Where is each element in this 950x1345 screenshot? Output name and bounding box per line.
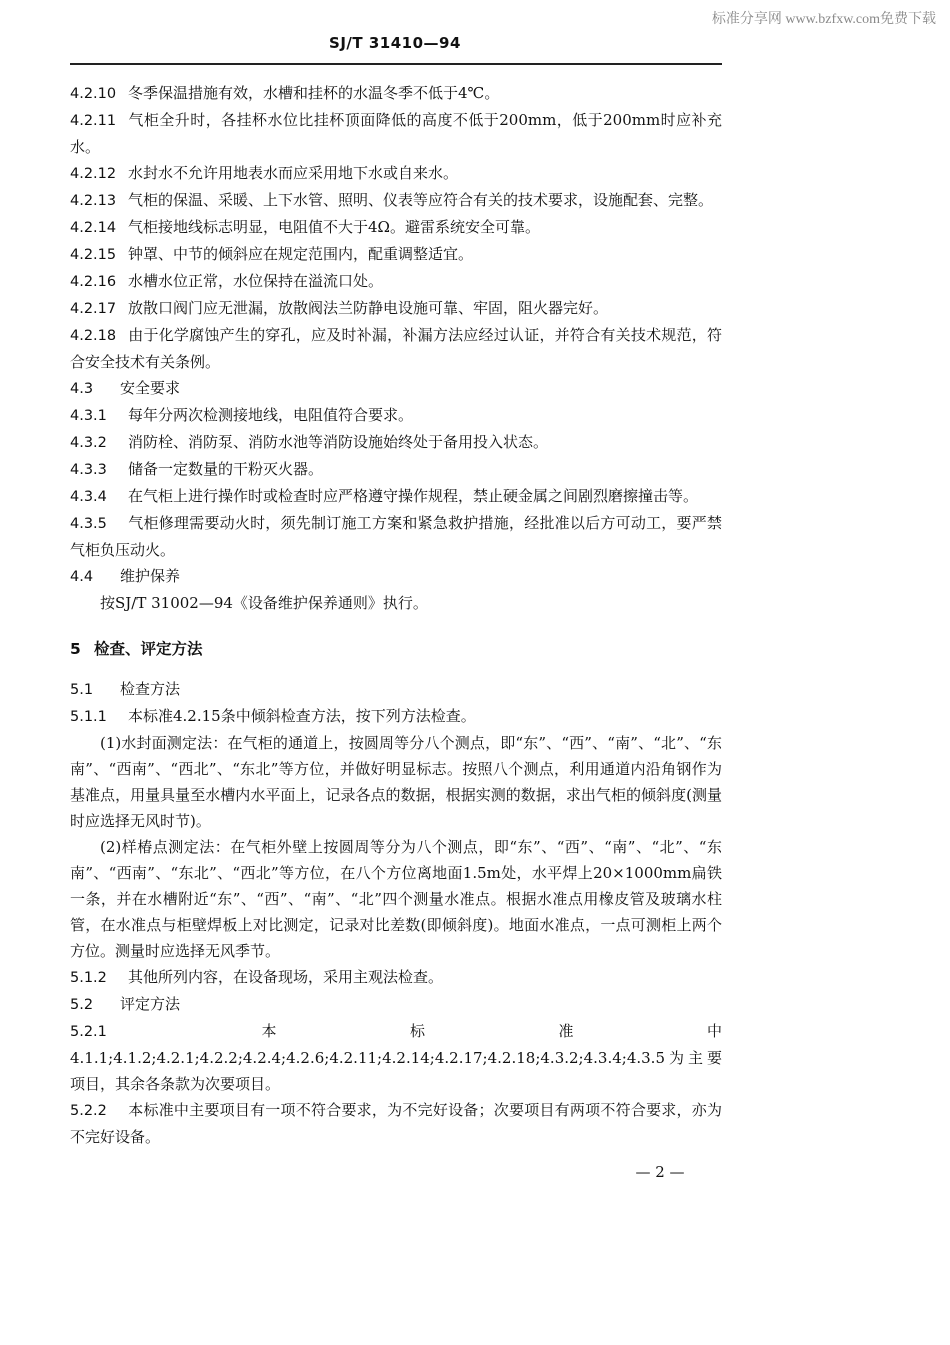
clause-5-2-2 bbox=[70, 1097, 722, 1150]
standard-code-header: SJ/T 31410—94 bbox=[329, 34, 461, 52]
method-2-paragraph: (2)样椿点测定法：在气柜外壁上按圆周等分为八个测点，即“东”、“西”、“南”、“北”、“东南”、“西南”、“东北”、“西北”等方位，在八个方位离地面1.5m处，水平焊上20×1000mm扁铁一条，并在水槽附近“东”、“西”、“南”、“北”四个测量水准点。根据水准点用橡皮管及玻璃水柱管，在水准点与柜壁焊板上对比测定，记录对比差数(即倾斜度)。地面水准点，一点可测柜上两个方位。测量时应选择无风季节。 bbox=[70, 838, 722, 960]
clause-text: 储备一定数量的干粉灭火器。 bbox=[128, 460, 324, 478]
clause-text: 冬季保温措施有效，水槽和挂杯的水温冬季不低于4℃。 bbox=[128, 84, 500, 102]
clause-number: 4.3.2 bbox=[70, 435, 107, 451]
clause-5-2 bbox=[70, 991, 722, 1018]
clause-text: 其他所列内容，在设备现场，采用主观法检查。 bbox=[128, 968, 444, 986]
clause-number: 4.2.16 bbox=[70, 274, 117, 290]
clause-4-2-13 bbox=[70, 187, 722, 214]
clause-number: 4.2.17 bbox=[70, 301, 117, 317]
clause-heading: 安全要求 bbox=[120, 379, 181, 397]
maintenance-text: 按SJ/T 31002—94《设备维护保养通则》执行。 bbox=[100, 594, 428, 612]
clause-number: 4.2.18 bbox=[70, 328, 117, 344]
clause-text: 本标准中4.1.1;4.1.2;4.2.1;4.2.2;4.2.4;4.2.6;4.2.11;4.2.14;4.2.17;4.2.18;4.3.2;4.3.4;4.3.5为主要项目，其余各条款为次要项目。 bbox=[70, 1022, 722, 1093]
clause-number: 4.2.12 bbox=[70, 166, 117, 182]
watermark: 标准分享网 www.bzfxw.com免费下载 bbox=[711, 12, 936, 27]
clause-text: 水封水不允许用地表水而应采用地下水或自来水。 bbox=[128, 164, 459, 182]
clause-number: 5.2.1 bbox=[70, 1024, 107, 1040]
clause-text: 气柜修理需要动火时，须先制订施工方案和紧急救护措施，经批准以后方可动工，要严禁气柜负压动火。 bbox=[70, 514, 722, 559]
page-number: — 2 — bbox=[635, 1163, 685, 1181]
section-5-title bbox=[70, 636, 722, 662]
clause-5-2-1 bbox=[70, 1018, 722, 1097]
clause-text: 水槽水位正常，水位保持在溢流口处。 bbox=[128, 272, 384, 290]
clause-4-2-11 bbox=[70, 107, 722, 160]
clause-text: 气柜接地线标志明显，电阻值不大于4Ω。避雷系统安全可靠。 bbox=[128, 218, 540, 236]
clause-number: 5.1 bbox=[70, 682, 94, 698]
clause-heading: 维护保养 bbox=[120, 567, 181, 585]
clause-text: 气柜的保温、采暖、上下水管、照明、仪表等应符合有关的技术要求，设施配套、完整。 bbox=[128, 191, 714, 209]
clause-text: 在气柜上进行操作时或检查时应严格遵守操作规程，禁止硬金属之间剧烈磨擦撞击等。 bbox=[128, 487, 699, 505]
clause-5-1-2 bbox=[70, 964, 722, 991]
clause-number: 4.2.13 bbox=[70, 193, 117, 209]
clause-text: 本标准4.2.15条中倾斜检查方法，按下列方法检查。 bbox=[128, 707, 476, 725]
method-1-paragraph: (1)水封面测定法：在气柜的通道上，按圆周等分八个测点，即“东”、“西”、“南”、“北”、“东南”、“西南”、“西北”、“东北”等方位，并做好明显标志。按照八个测点，利用通道内沿角钢作为基准点，用量具量至水槽内水平面上，记录各点的数据，根据实测的数据，求出气柜的倾斜度(测量时应选择无风时节)。 bbox=[70, 734, 722, 830]
clause-4-3-5 bbox=[70, 510, 722, 563]
clause-4-2-10 bbox=[70, 80, 722, 107]
clause-number: 4.4 bbox=[70, 569, 94, 585]
clause-text: 每年分两次检测接地线，电阻值符合要求。 bbox=[128, 406, 414, 424]
clause-text: 气柜全升时，各挂杯水位比挂杯顶面降低的高度不低于200mm，低于200mm时应补充水。 bbox=[70, 111, 722, 156]
clause-number: 5.1.2 bbox=[70, 970, 107, 986]
clause-4-3-2 bbox=[70, 429, 722, 456]
clause-4-2-12 bbox=[70, 160, 722, 187]
clause-heading: 检查方法 bbox=[120, 680, 181, 698]
clause-5-1-1 bbox=[70, 703, 722, 730]
clause-number: 5.1.1 bbox=[70, 709, 107, 725]
clause-text: 钟罩、中节的倾斜应在规定范围内，配重调整适宜。 bbox=[128, 245, 474, 263]
clause-4-3 bbox=[70, 375, 722, 402]
section-number: 5 bbox=[70, 640, 81, 658]
clause-4-2-16 bbox=[70, 268, 722, 295]
clause-number: 4.3.1 bbox=[70, 408, 107, 424]
clause-number: 5.2.2 bbox=[70, 1103, 107, 1119]
clause-number: 5.2 bbox=[70, 997, 94, 1013]
clause-4-2-14 bbox=[70, 214, 722, 241]
clause-4-4 bbox=[70, 563, 722, 590]
clause-4-3-4 bbox=[70, 483, 722, 510]
section-heading: 检查、评定方法 bbox=[94, 640, 203, 658]
clause-heading: 评定方法 bbox=[120, 995, 181, 1013]
clause-text: 放散口阀门应无泄漏，放散阀法兰防静电设施可靠、牢固，阻火器完好。 bbox=[128, 299, 609, 317]
clause-4-2-17 bbox=[70, 295, 722, 322]
clause-4-3-3 bbox=[70, 456, 722, 483]
clause-number: 4.2.15 bbox=[70, 247, 117, 263]
clause-number: 4.3.5 bbox=[70, 516, 107, 532]
clause-number: 4.2.11 bbox=[70, 113, 117, 129]
clause-number: 4.2.14 bbox=[70, 220, 117, 236]
clause-number: 4.3.3 bbox=[70, 462, 107, 478]
header-divider bbox=[70, 63, 722, 65]
clause-text: 本标准中主要项目有一项不符合要求，为不完好设备；次要项目有两项不符合要求，亦为不完好设备。 bbox=[70, 1101, 722, 1146]
clause-4-2-18 bbox=[70, 322, 722, 375]
document-body bbox=[70, 80, 722, 1150]
clause-4-3-1 bbox=[70, 402, 722, 429]
clause-text: 由于化学腐蚀产生的穿孔，应及时补漏，补漏方法应经过认证，并符合有关技术规范，符合安全技术有关条例。 bbox=[70, 326, 722, 371]
clause-number: 4.3 bbox=[70, 381, 94, 397]
clause-5-1 bbox=[70, 676, 722, 703]
clause-text: 消防栓、消防泵、消防水池等消防设施始终处于备用投入状态。 bbox=[128, 433, 549, 451]
clause-4-2-15 bbox=[70, 241, 722, 268]
clause-number: 4.2.10 bbox=[70, 86, 117, 102]
clause-number: 4.3.4 bbox=[70, 489, 107, 505]
